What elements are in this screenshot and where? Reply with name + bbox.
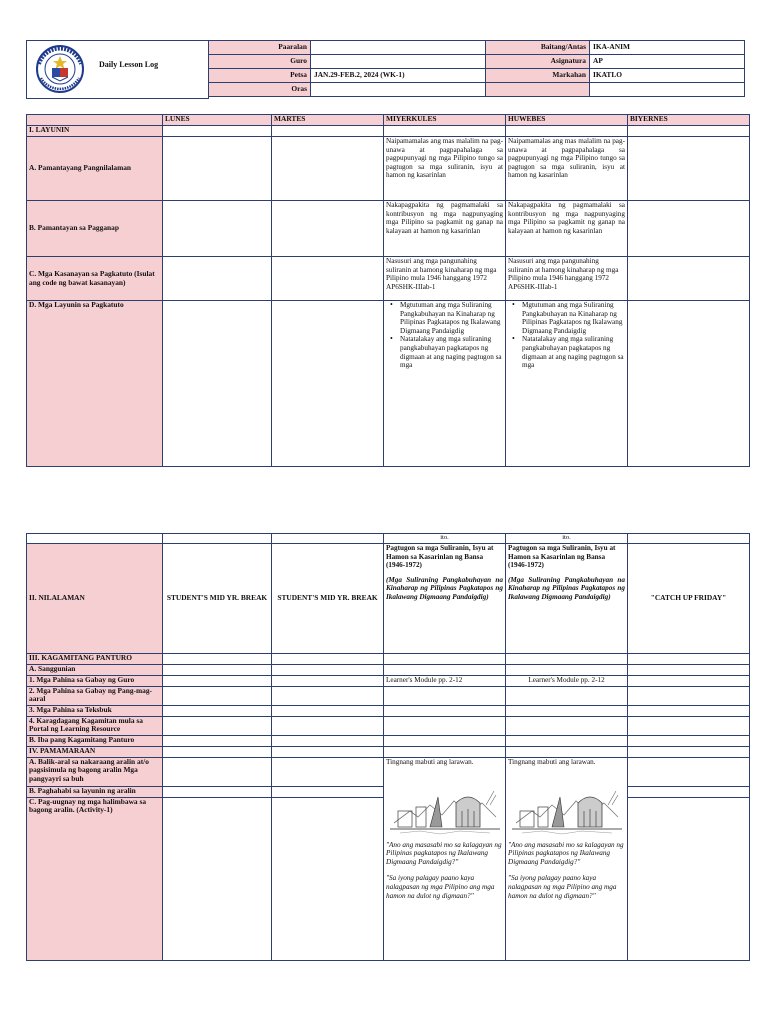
huwebes-nilalaman <box>506 544 628 654</box>
huwebes-module: Learner's Module pp. 2-12 <box>506 676 628 687</box>
miyerkules-c-text: Nasusuri ang mga pangunahing suliranin at hamong kinaharap ng mga Pilipino mula 1946 hanggang 1972 AP6SHK-IIIab-1 <box>384 257 506 301</box>
objective-item: • Natatalakay ang mga suliraning pangkabuhayan pagkatapos ng digmaan at ang naging pagtugon sa mga <box>516 335 625 369</box>
label-teksbuk: 3. Mga Pahina sa Teksbuk <box>27 706 163 717</box>
value-asignatura[interactable]: AP <box>590 55 745 69</box>
huwebes-objectives <box>506 301 628 467</box>
row-pamantayan-pagganap <box>27 201 750 257</box>
label-asignatura: Asignatura <box>486 55 590 69</box>
label-paghahabi: B. Paghahabi sa layunin ng aralin <box>27 787 163 798</box>
miyerkules-activity <box>384 758 506 961</box>
row-pamantayang-pangnilalaman <box>27 137 750 201</box>
huwebes-b-text: Nakapagpakita ng pagmamalaki sa kontribusyon ng mga nagpunyaging mga Pilipino sa pagkamit ng ganap na kalayaan at hamon ng kasarinlan <box>506 201 628 257</box>
section-layunin-title: I. LAYUNIN <box>27 126 163 137</box>
label-karagdagang-kagamitan: 4. Karagdagang Kagamitan mula sa Portal ng Learning Resource <box>27 717 163 736</box>
content-title: Pagtugon sa mga Suliranin, Isyu at Hamon sa Kasarinlan ng Bansa (1946-1972) <box>508 544 616 570</box>
corner-cell <box>27 115 163 126</box>
label-guro: Guro <box>209 55 311 69</box>
value-empty[interactable] <box>590 83 745 97</box>
layunin-table <box>26 114 750 467</box>
activity-instruction: Tingnang mabuti ang larawan. <box>508 758 596 766</box>
label-pag-uugnay: C. Pag-uugnay ng mga halimbawa sa bagong aralin. (Activity-1) <box>27 798 163 961</box>
label-paaralan: Paaralan <box>209 41 311 55</box>
label-layunin-pagkatuto: D. Mga Layunin sa Pagkatuto <box>27 301 163 467</box>
day-lunes: LUNES <box>163 115 272 126</box>
value-petsa[interactable]: JAN.29-FEB.2, 2024 (WK-1) <box>311 69 486 83</box>
question-1: "Ano ang masasabi mo sa kalagayan ng Pilipinas pagkatapos ng Ikalawang Digmaang Pandaigdig?" <box>508 840 624 866</box>
objective-item: • Mgtutuman ang mga Suliraning Pangkabuhayan na Kinaharap ng Pilipinas Pagkatapos ng Ikalawang Digmaang Pandaigdig <box>394 301 503 335</box>
value-baitang[interactable]: IKA-ANIM <box>590 41 745 55</box>
war-ruins-sketch-icon <box>390 771 500 839</box>
martes-break-text: STUDENT'S MID YR. BREAK <box>272 544 384 654</box>
day-huwebes: HUWEBES <box>506 115 628 126</box>
day-miyerkules: MIYERKULES <box>384 115 506 126</box>
miyerkules-nilalaman <box>384 544 506 654</box>
label-gabay-mag-aaral: 2. Mga Pahina sa Gabay ng Pang-mag-aaral <box>27 687 163 706</box>
row-kasanayan <box>27 257 750 301</box>
objective-item: • Natatalakay ang mga suliraning pangkabuhayan pagkatapos ng digmaan at ang naging pagtugon sa mga <box>394 335 503 369</box>
question-2: "Sa iyong palagay paano kaya nalagpasan ng mga Pilipino ang mga hamon na dulot ng digmaan?" <box>508 874 617 900</box>
label-sanggunian: A. Sanggunian <box>27 665 163 676</box>
document-title: Daily Lesson Log <box>99 60 159 69</box>
label-nilalaman: II. NILALAMAN <box>27 544 163 654</box>
huwebes-activity <box>506 758 628 961</box>
catch-up-friday: "CATCH UP FRIDAY" <box>628 544 750 654</box>
row-nilalaman <box>27 544 750 654</box>
miyerkules-objectives <box>384 301 506 467</box>
huwebes-a-text: Naipamamalas ang mas malalim na pag-unawa at pagpapahalaga sa pagpupunyagi ng mga Pilipino tungo sa pagtugon sa mga suliranin, isyu at hamon ng kasarinlan <box>506 137 628 201</box>
value-paaralan[interactable] <box>311 41 486 55</box>
day-biyernes: BIYERNES <box>628 115 750 126</box>
activity-instruction: Tingnang mabuti ang larawan. <box>386 758 474 766</box>
header-info-table <box>208 40 745 97</box>
lunes-break-text: STUDENT'S MID YR. BREAK <box>163 544 272 654</box>
miyerkules-module: Learner's Module pp. 2-12 <box>384 676 506 687</box>
deped-seal-icon <box>31 44 89 94</box>
carryover-text: ito. <box>506 534 628 544</box>
content-subtitle: (Mga Suliraning Pangkabuhayan na Kinaharap ng Pilipinas Pagkatapos ng Ikalawang Digmaang Pandaigdig) <box>386 575 503 601</box>
label-pamantayan-pagganap: B. Pamantayan sa Pagganap <box>27 201 163 257</box>
miyerkules-a-text: Naipamamalas ang mas malalim na pag-unawa at pagpapahalaga sa pagpupunyagi ng mga Pilipino tungo sa pagtugon sa mga suliranin, isyu at hamon ng kasarinlan <box>384 137 506 201</box>
label-kagamitang-panturo: III. KAGAMITANG PANTURO <box>27 654 163 665</box>
label-baitang: Baitang/Antas <box>486 41 590 55</box>
question-1: "Ano ang masasabi mo sa kalagayan ng Pilipinas pagkatapos ng Ikalawang Digmaang Pandaigdig?" <box>386 840 502 866</box>
miyerkules-b-text: Nakapagpakita ng pagmamalaki sa kontribusyon ng mga nagpunyaging mga Pilipino sa pagkamit ng ganap na kalayaan at hamon ng kasarinlan <box>384 201 506 257</box>
row-layunin-pagkatuto <box>27 301 750 467</box>
objective-item: • Mgtutuman ang mga Suliraning Pangkabuhayan na Kinaharap ng Pilipinas Pagkatapos ng Ikalawang Digmaang Pandaigdig <box>516 301 625 335</box>
label-kasanayan: C. Mga Kasanayan sa Pagkatuto (Isulat ang code ng bawat kasanayan) <box>27 257 163 301</box>
days-header-row <box>27 115 750 126</box>
label-iba-pang-kagamitan: B. Iba pang Kagamitang Panturo <box>27 736 163 747</box>
content-subtitle: (Mga Suliraning Pangkabuhayan na Kinaharap ng Pilipinas Pagkatapos ng Ikalawang Digmaang Pandaigdig) <box>508 575 625 601</box>
label-balik-aral: A. Balik-aral sa nakaraang aralin at/o pagsisimula ng bagong aralin Mga pangyayri sa buh <box>27 758 163 787</box>
value-guro[interactable] <box>311 55 486 69</box>
question-2: "Sa iyong palagay paano kaya nalagpasan ng mga Pilipino ang mga hamon na dulot ng digmaan?" <box>386 874 495 900</box>
value-markahan[interactable]: IKATLO <box>590 69 745 83</box>
nilalaman-table <box>26 533 750 961</box>
huwebes-c-text: Nasusuri ang mga pangunahing suliranin at hamong kinaharap ng mga Pilipino mula 1946 hanggang 1972 AP6SHK-IIIab-1 <box>506 257 628 301</box>
label-pamamaraan: IV. PAMAMARAAN <box>27 747 163 758</box>
label-oras: Oras <box>209 83 311 97</box>
value-oras[interactable] <box>311 83 486 97</box>
label-empty <box>486 83 590 97</box>
label-markahan: Markahan <box>486 69 590 83</box>
label-petsa: Petsa <box>209 69 311 83</box>
label-gabay-guro: 1. Mga Pahina sa Gabay ng Guro <box>27 676 163 687</box>
carryover-text: ito. <box>384 534 506 544</box>
content-title: Pagtugon sa mga Suliranin, Isyu at Hamon sa Kasarinlan ng Bansa (1946-1972) <box>386 544 494 570</box>
day-martes: MARTES <box>272 115 384 126</box>
label-pamantayang-pangnilalaman: A. Pamantayang Pangnilalaman <box>27 137 163 201</box>
war-ruins-sketch-icon <box>512 771 622 839</box>
